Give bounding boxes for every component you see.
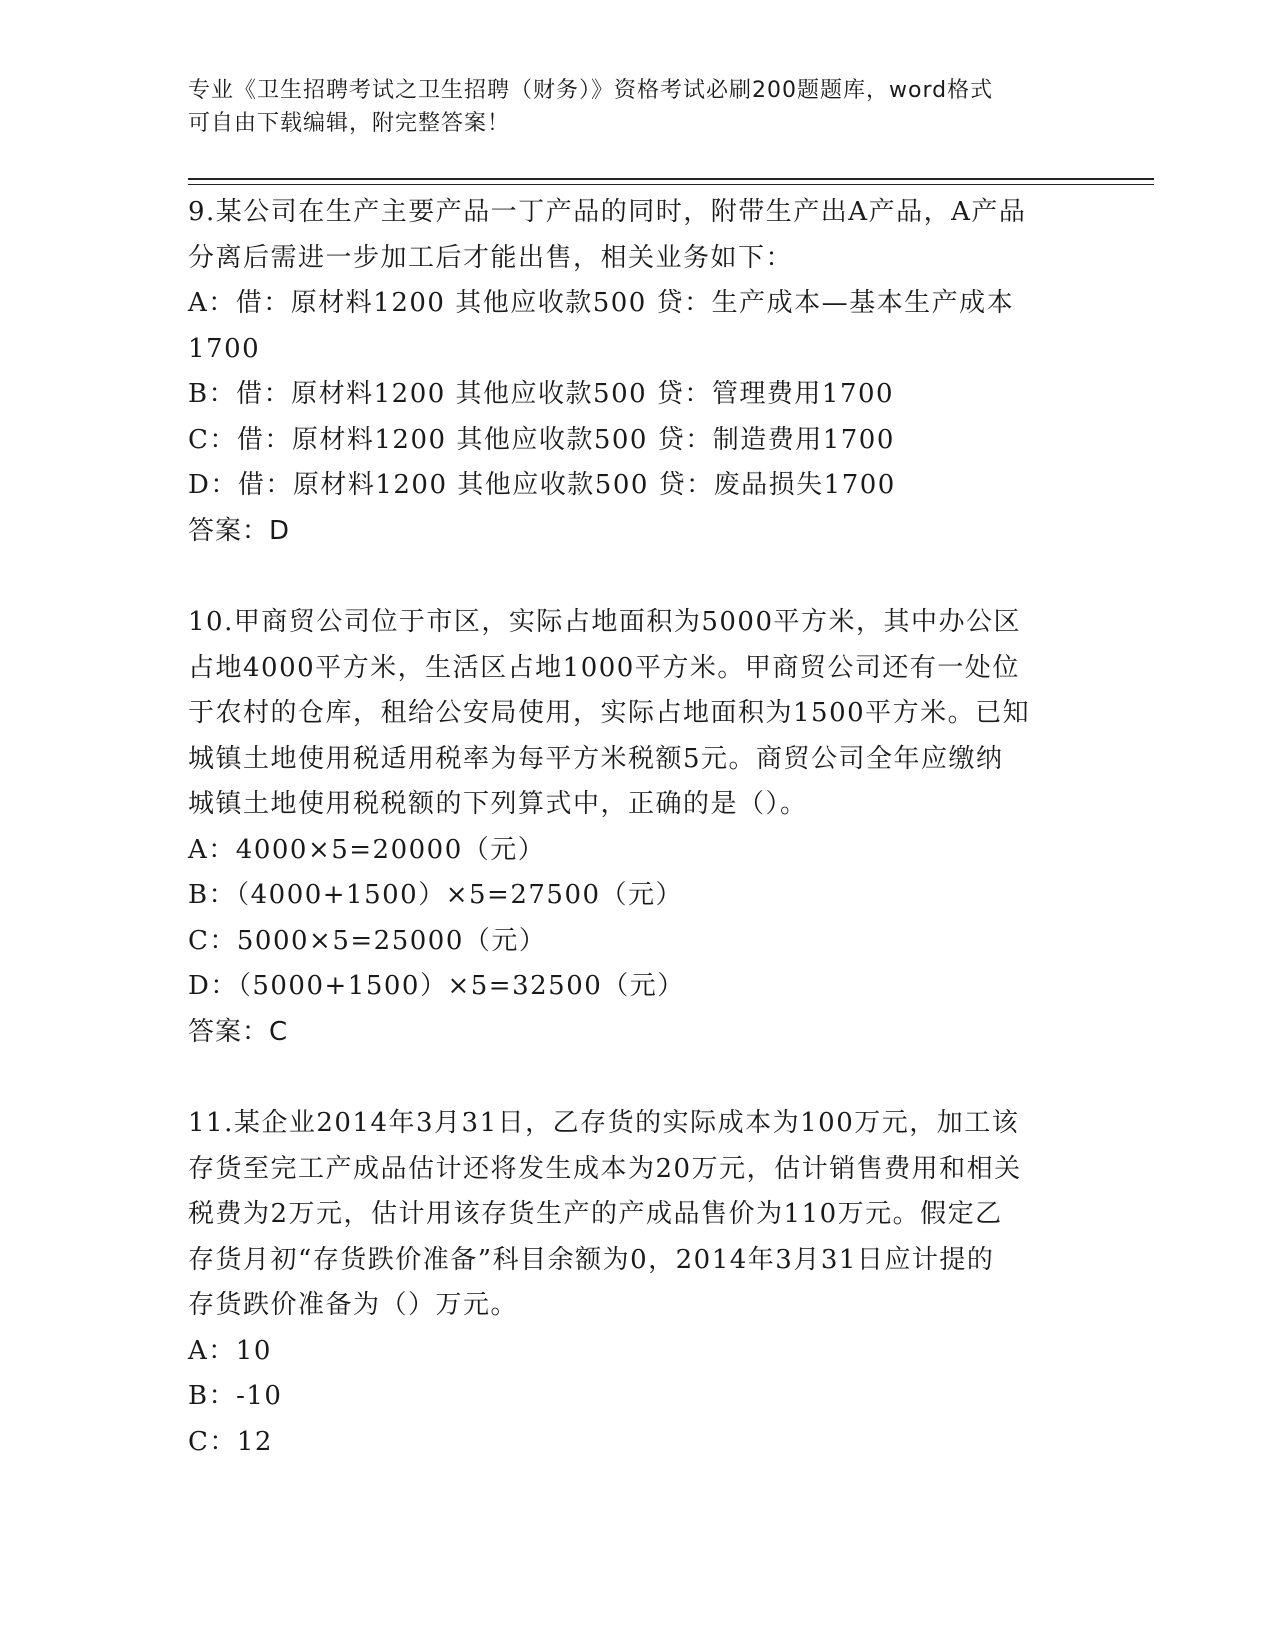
option-c: C：12 xyxy=(188,1426,273,1457)
option-d: D：借：原材料1200 其他应收款500 贷：废品损失1700 xyxy=(188,470,896,500)
option-a: A：4000×5=20000（元） xyxy=(188,834,546,865)
question-list xyxy=(188,190,1088,1465)
document-header xyxy=(188,74,1088,140)
question-stem-line: 9.某公司在生产主要产品一丁产品的同时，附带生产出A产品，A产品 xyxy=(188,197,1027,227)
question-stem-line: 城镇土地使用税适用税率为每平方米税额5元。商贸公司全年应缴纳 xyxy=(188,743,1004,774)
question-stem-line: 城镇土地使用税税额的下列算式中，正确的是（）。 xyxy=(188,789,808,819)
question-stem-line: 存货至完工产成品估计还将发生成本为20万元，估计销售费用和相关 xyxy=(188,1153,1022,1184)
question-stem-line: 存货月初“存货跌价准备”科目余额为0，2014年3月31日应计提的 xyxy=(188,1244,995,1275)
question-9 xyxy=(188,190,1088,554)
question-stem-line: 占地4000平方米，生活区占地1000平方米。甲商贸公司还有一处位 xyxy=(188,652,1020,683)
question-spacer xyxy=(188,554,1088,600)
option-b: B：借：原材料1200 其他应收款500 贷：管理费用1700 xyxy=(188,379,895,409)
question-stem-line: 于农村的仓库，租给公安局使用，实际占地面积为1500平方米。已知 xyxy=(188,698,1031,728)
question-stem-line: 11.某企业2014年3月31日，乙存货的实际成本为100万元，加工该 xyxy=(188,1108,1020,1138)
question-stem-line: 10.甲商贸公司位于市区，实际占地面积为5000平方米，其中办公区 xyxy=(188,607,1022,637)
header-line-1: 专业《卫生招聘考试之卫生招聘（财务）》资格考试必刷200题题库，word格式 xyxy=(188,78,994,103)
question-10 xyxy=(188,600,1088,1055)
option-a-continued: 1700 xyxy=(188,333,261,364)
option-b: B：（4000+1500）×5=27500（元） xyxy=(188,880,684,910)
header-divider-thin xyxy=(188,184,1154,185)
question-stem-line: 存货跌价准备为（）万元。 xyxy=(188,1290,519,1320)
question-spacer xyxy=(188,1055,1088,1101)
question-11 xyxy=(188,1101,1088,1465)
option-b: B：-10 xyxy=(188,1381,283,1411)
option-c: C：借：原材料1200 其他应收款500 贷：制造费用1700 xyxy=(188,424,895,455)
answer-text: 答案：D xyxy=(188,515,291,546)
option-a: A：借：原材料1200 其他应收款500 贷：生产成本—基本生产成本 xyxy=(188,288,1015,318)
answer-text: 答案：C xyxy=(188,1016,289,1047)
header-divider-thick xyxy=(188,178,1154,180)
option-d: D：（5000+1500）×5=32500（元） xyxy=(188,971,685,1001)
option-a: A：10 xyxy=(188,1335,272,1366)
header-line-2: 可自由下载编辑，附完整答案！ xyxy=(188,111,511,136)
question-stem-line: 税费为2万元，估计用该存货生产的产成品售价为110万元。假定乙 xyxy=(188,1199,1003,1229)
option-c: C：5000×5=25000（元） xyxy=(188,925,547,956)
question-stem-line: 分离后需进一步加工后才能出售，相关业务如下： xyxy=(188,242,794,273)
